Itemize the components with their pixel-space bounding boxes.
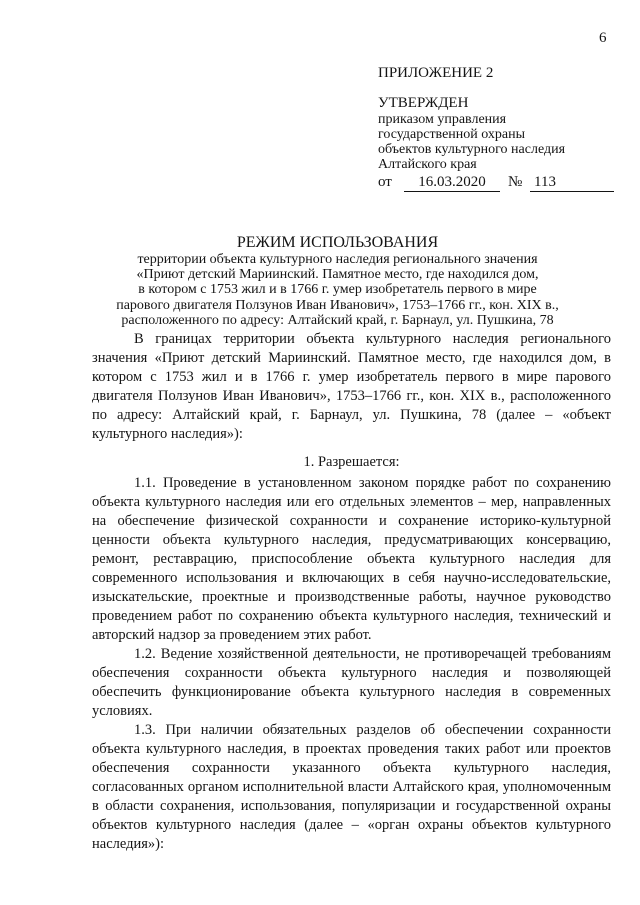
document-title: РЕЖИМ ИСПОЛЬЗОВАНИЯ — [236, 234, 439, 251]
order-number: 113 — [530, 174, 614, 192]
approval-line: Алтайского края — [378, 157, 477, 172]
title-block — [110, 233, 565, 328]
approval-line: приказом управления — [378, 112, 507, 127]
list-item: 1.2. Ведение хозяйственной деятельности, не противоречащей требованиям обеспечения сохранности объекта культурного наследия и позволяющей обеспечить функционирование объекта культурного наследия в современных условиях. — [92, 646, 611, 719]
subtitle-line: территории объекта культурного наследия регионального значения — [137, 252, 538, 267]
subtitle-line: парового двигателя Ползунов Иван Иванович», 1753–1766 гг., кон. XIX в., — [116, 297, 559, 313]
document-body — [92, 330, 611, 854]
approved-label: УТВЕРЖДЕН — [378, 95, 469, 111]
from-label: от — [378, 174, 392, 190]
subtitle-line: в котором с 1753 жил и в 1766 г. умер изобретатель первого в мире — [138, 282, 537, 298]
list-item: 1.3. При наличии обязательных разделов об обеспечении сохранности объекта культурного наследия, в проектах проведения таких работ или проектов обеспечения сохранности указанного объекта культурного наследия, согласованных органом исполнительной власти Алтайского края, уполномоченным в области сохранения, использования, популяризации и государственной охраны объектов культурного наследия (далее – «орган охраны объектов культурного наследия»): — [92, 722, 611, 852]
subtitle-line: «Приют детский Мариинский. Памятное место, где находился дом, — [136, 267, 539, 283]
appendix-label: ПРИЛОЖЕНИЕ 2 — [378, 65, 494, 81]
section-heading: 1. Разрешается: — [303, 454, 400, 470]
number-label: № — [508, 174, 523, 190]
approval-block — [378, 64, 628, 194]
list-item: 1.1. Проведение в установленном законом порядке работ по сохранению объекта культурного наследия или его отдельных элементов – мер, направленных на обеспечение физической сохранности и сохранение историко-культурной ценности объекта культурного наследия, предусматривающих консервацию, ремонт, реставрацию, приспособление объекта культурного наследия для современного использования и включающих в себя научно-исследовательские, изыскательские, проектные и производственные работы, научное руководство проведением работ по сохранению объекта культурного наследия, технический и авторский надзор за проведением этих работ. — [92, 475, 611, 643]
approval-line: государственной охраны — [378, 127, 526, 142]
subtitle-line: расположенного по адресу: Алтайский край, г. Барнаул, ул. Пушкина, 78 — [121, 312, 554, 328]
approval-line: объектов культурного наследия — [378, 142, 566, 157]
page-number: 6 — [599, 30, 607, 46]
intro-paragraph: В границах территории объекта культурного наследия регионального значения «Приют детский Мариинский. Памятное место, где находился дом, в котором с 1753 жил и в 1766 г. умер изобретатель первого в мире парового двигателя Ползунов Иван Иванович», 1753–1766 гг., кон. XIX в., расположенного по адресу: Алтайский край, г. Барнаул, ул. Пушкина, 78 (далее – «объект культурного наследия»): — [92, 331, 611, 442]
order-date: 16.03.2020 — [404, 174, 500, 192]
order-date-line — [378, 174, 628, 194]
